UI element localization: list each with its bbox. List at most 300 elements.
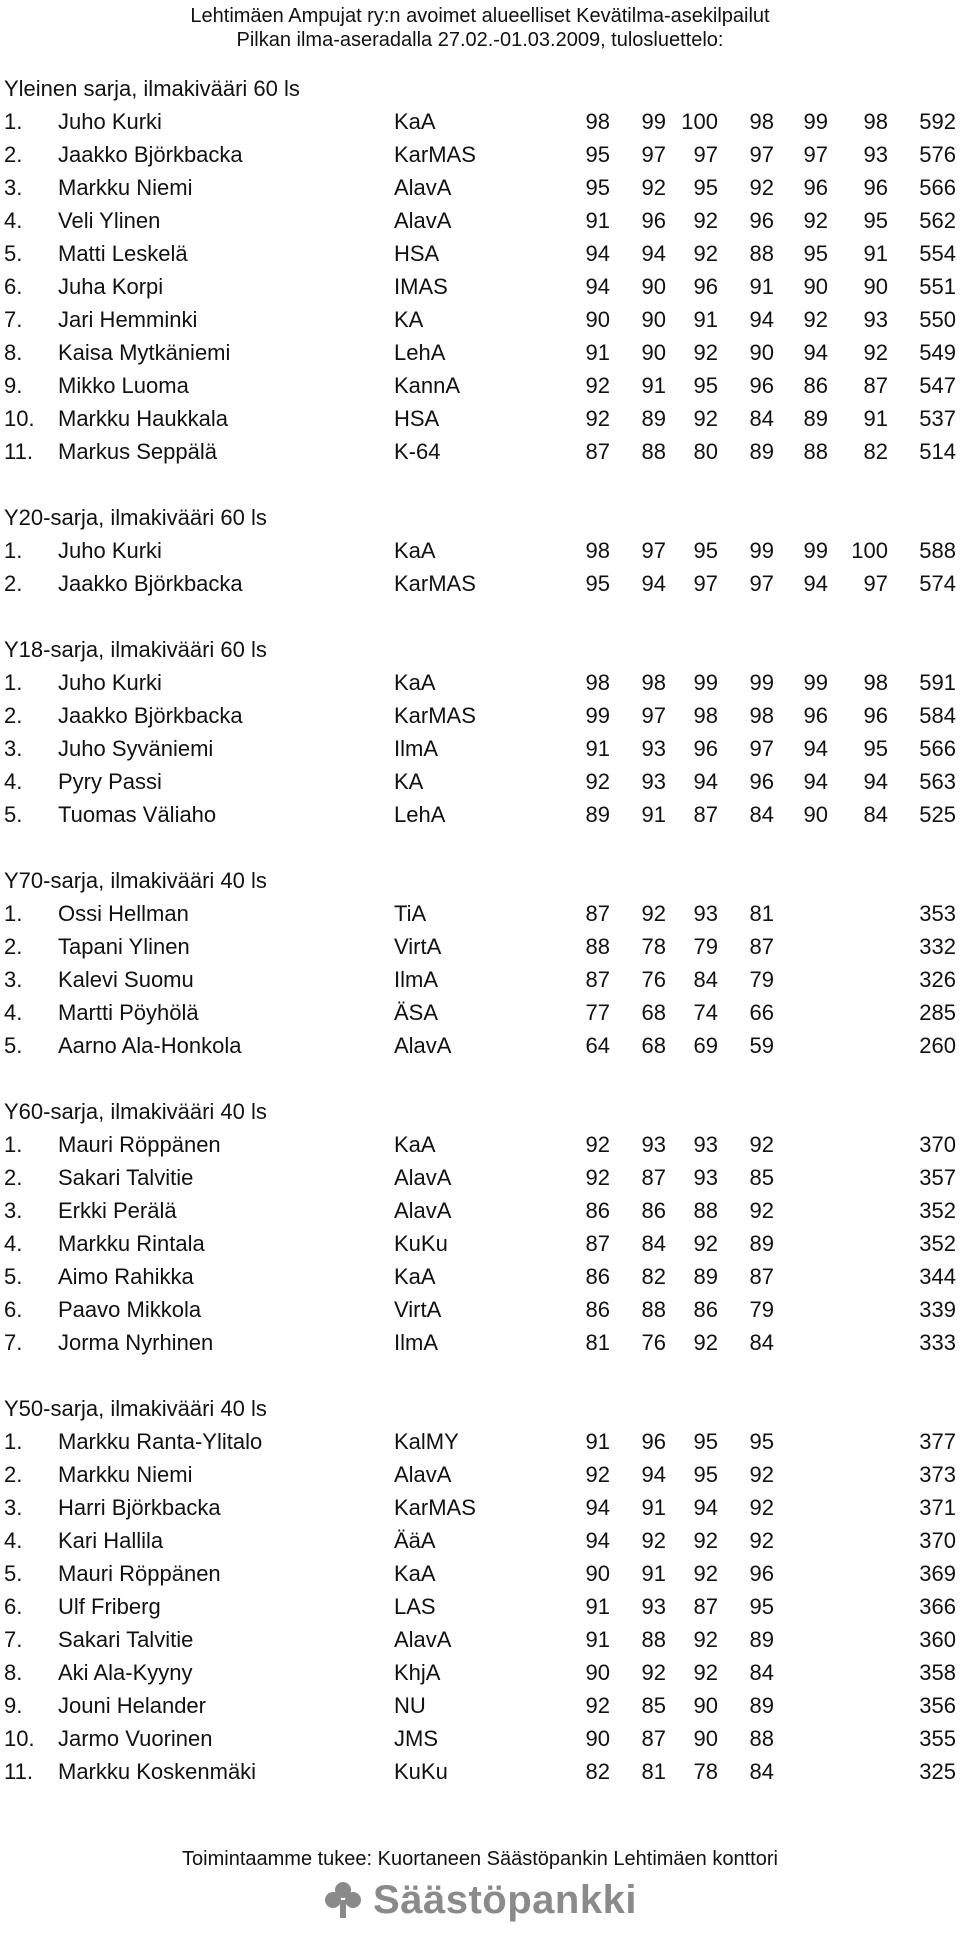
club-cell: ÄSA xyxy=(394,1000,439,1025)
section-title: Y50-sarja, ilmakivääri 40 ls xyxy=(4,1396,267,1421)
series-score: 84 xyxy=(749,802,774,827)
series-score: 91 xyxy=(641,373,666,398)
series-score: 92 xyxy=(693,1330,718,1355)
series-score: 99 xyxy=(803,538,828,563)
series-score: 95 xyxy=(749,1594,774,1619)
rank-cell: 6. xyxy=(4,274,23,299)
series-score: 94 xyxy=(585,1528,610,1553)
shooter-name: Markus Seppälä xyxy=(58,439,217,464)
section-title: Y20-sarja, ilmakivääri 60 ls xyxy=(4,505,267,530)
series-score: 98 xyxy=(749,703,774,728)
club-cell: KA xyxy=(394,769,424,794)
series-score: 68 xyxy=(641,1000,666,1025)
series-score: 94 xyxy=(749,307,774,332)
rank-cell: 6. xyxy=(4,1594,23,1619)
shooter-name: Tuomas Väliaho xyxy=(58,802,217,827)
series-score: 95 xyxy=(863,736,888,761)
series-score: 92 xyxy=(641,901,666,926)
clover-icon xyxy=(323,1880,363,1920)
shooter-name: Ossi Hellman xyxy=(58,901,189,926)
section-title: Y70-sarja, ilmakivääri 40 ls xyxy=(4,868,267,893)
series-score: 91 xyxy=(585,736,610,761)
series-score: 91 xyxy=(641,1561,666,1586)
series-score: 92 xyxy=(693,241,718,266)
series-score: 97 xyxy=(641,142,666,167)
shooter-name: Markku Niemi xyxy=(58,1462,193,1487)
club-cell: LehA xyxy=(394,340,446,365)
series-score: 98 xyxy=(585,109,610,134)
series-score: 99 xyxy=(641,109,666,134)
series-score: 93 xyxy=(693,901,718,926)
club-cell: KaA xyxy=(394,1561,436,1586)
rank-cell: 4. xyxy=(4,1000,23,1025)
series-score: 86 xyxy=(803,373,828,398)
series-score: 92 xyxy=(693,1561,718,1586)
section-title: Y18-sarja, ilmakivääri 60 ls xyxy=(4,637,267,662)
club-cell: TiA xyxy=(394,901,427,926)
total-score: 352 xyxy=(919,1198,956,1223)
series-score: 96 xyxy=(803,175,828,200)
result-row xyxy=(0,171,960,204)
result-row xyxy=(0,1128,960,1161)
result-row xyxy=(0,765,960,798)
shooter-name: Kaisa Mytkäniemi xyxy=(58,340,231,365)
series-score: 90 xyxy=(749,340,774,365)
club-cell: KalMY xyxy=(394,1429,459,1454)
series-score: 92 xyxy=(693,208,718,233)
result-row xyxy=(0,138,960,171)
result-row xyxy=(0,1491,960,1524)
result-row xyxy=(0,1260,960,1293)
series-score: 94 xyxy=(693,769,718,794)
club-cell: KaA xyxy=(394,109,436,134)
series-score: 64 xyxy=(585,1033,610,1058)
total-score: 355 xyxy=(919,1726,956,1751)
series-score: 95 xyxy=(585,142,610,167)
club-cell: KuKu xyxy=(394,1759,448,1784)
shooter-name: Jaakko Björkbacka xyxy=(58,571,243,596)
series-score: 91 xyxy=(641,802,666,827)
club-cell: KarMAS xyxy=(394,1495,476,1520)
shooter-name: Tapani Ylinen xyxy=(58,934,190,959)
section-spacer xyxy=(0,1359,960,1392)
rank-cell: 3. xyxy=(4,736,23,761)
series-score: 89 xyxy=(749,1627,774,1652)
club-cell: VirtA xyxy=(394,1297,442,1322)
total-score: 588 xyxy=(919,538,956,563)
series-score: 98 xyxy=(863,109,888,134)
series-score: 84 xyxy=(641,1231,666,1256)
rank-cell: 1. xyxy=(4,538,23,563)
club-cell: KarMAS xyxy=(394,142,476,167)
series-score: 99 xyxy=(803,670,828,695)
rank-cell: 5. xyxy=(4,241,23,266)
total-score: 353 xyxy=(919,901,956,926)
series-score: 100 xyxy=(681,109,718,134)
series-score: 96 xyxy=(863,703,888,728)
shooter-name: Sakari Talvitie xyxy=(58,1627,194,1652)
series-score: 95 xyxy=(803,241,828,266)
shooter-name: Juho Kurki xyxy=(58,670,162,695)
series-score: 93 xyxy=(641,1132,666,1157)
series-score: 94 xyxy=(641,571,666,596)
series-score: 91 xyxy=(863,241,888,266)
series-score: 98 xyxy=(749,109,774,134)
club-cell: KarMAS xyxy=(394,703,476,728)
section-title: Yleinen sarja, ilmakivääri 60 ls xyxy=(4,76,300,101)
series-score: 91 xyxy=(749,274,774,299)
shooter-name: Aarno Ala-Honkola xyxy=(58,1033,242,1058)
result-row xyxy=(0,402,960,435)
series-score: 88 xyxy=(585,934,610,959)
series-score: 95 xyxy=(863,208,888,233)
rank-cell: 2. xyxy=(4,142,23,167)
header-title: Lehtimäen Ampujat ry:n avoimet alueelliset Kevätilma-asekilpailut xyxy=(190,5,770,27)
series-score: 86 xyxy=(585,1264,610,1289)
series-score: 89 xyxy=(585,802,610,827)
series-score: 74 xyxy=(693,1000,718,1025)
result-row xyxy=(0,1656,960,1689)
result-row xyxy=(0,1227,960,1260)
shooter-name: Harri Björkbacka xyxy=(58,1495,221,1520)
series-score: 94 xyxy=(803,769,828,794)
result-row xyxy=(0,963,960,996)
series-score: 86 xyxy=(585,1198,610,1223)
total-score: 339 xyxy=(919,1297,956,1322)
series-score: 76 xyxy=(641,1330,666,1355)
series-score: 93 xyxy=(641,736,666,761)
series-score: 79 xyxy=(749,967,774,992)
rank-cell: 2. xyxy=(4,1462,23,1487)
series-score: 93 xyxy=(641,769,666,794)
series-score: 97 xyxy=(863,571,888,596)
result-row xyxy=(0,1326,960,1359)
rank-cell: 6. xyxy=(4,1297,23,1322)
series-score: 95 xyxy=(693,1429,718,1454)
series-score: 82 xyxy=(863,439,888,464)
result-row xyxy=(0,732,960,765)
series-score: 92 xyxy=(641,1528,666,1553)
series-score: 85 xyxy=(749,1165,774,1190)
series-score: 86 xyxy=(693,1297,718,1322)
total-score: 576 xyxy=(919,142,956,167)
result-row xyxy=(0,1029,960,1062)
series-score: 95 xyxy=(585,175,610,200)
result-row xyxy=(0,1689,960,1722)
series-score: 79 xyxy=(693,934,718,959)
series-score: 84 xyxy=(749,406,774,431)
series-score: 78 xyxy=(641,934,666,959)
rank-cell: 4. xyxy=(4,1231,23,1256)
total-score: 370 xyxy=(919,1528,956,1553)
series-score: 88 xyxy=(803,439,828,464)
club-cell: AlavA xyxy=(394,1165,452,1190)
total-score: 371 xyxy=(919,1495,956,1520)
shooter-name: Veli Ylinen xyxy=(58,208,161,233)
result-row xyxy=(0,1458,960,1491)
series-score: 92 xyxy=(641,175,666,200)
series-score: 87 xyxy=(641,1165,666,1190)
section-spacer xyxy=(0,831,960,864)
series-score: 92 xyxy=(693,1627,718,1652)
series-score: 90 xyxy=(585,1561,610,1586)
rank-cell: 7. xyxy=(4,1330,23,1355)
series-score: 88 xyxy=(749,241,774,266)
series-score: 80 xyxy=(693,439,718,464)
club-cell: AlavA xyxy=(394,1462,452,1487)
rank-cell: 3. xyxy=(4,175,23,200)
club-cell: AlavA xyxy=(394,1033,452,1058)
series-score: 91 xyxy=(693,307,718,332)
series-score: 91 xyxy=(863,406,888,431)
rank-cell: 4. xyxy=(4,1528,23,1553)
series-score: 94 xyxy=(641,241,666,266)
rank-cell: 9. xyxy=(4,373,23,398)
series-score: 90 xyxy=(863,274,888,299)
series-score: 93 xyxy=(641,1594,666,1619)
club-cell: NU xyxy=(394,1693,426,1718)
series-score: 97 xyxy=(749,142,774,167)
series-score: 96 xyxy=(693,274,718,299)
series-score: 92 xyxy=(863,340,888,365)
rank-cell: 10. xyxy=(4,1726,35,1751)
series-score: 92 xyxy=(749,1462,774,1487)
series-score: 99 xyxy=(585,703,610,728)
series-score: 89 xyxy=(749,1693,774,1718)
result-row xyxy=(0,1194,960,1227)
rank-cell: 11. xyxy=(4,439,33,464)
series-score: 94 xyxy=(803,571,828,596)
result-row xyxy=(0,1755,960,1788)
total-score: 591 xyxy=(919,670,956,695)
series-score: 93 xyxy=(693,1165,718,1190)
series-score: 92 xyxy=(585,1165,610,1190)
total-score: 563 xyxy=(919,769,956,794)
section-spacer xyxy=(0,1062,960,1095)
shooter-name: Erkki Perälä xyxy=(58,1198,177,1223)
series-score: 89 xyxy=(749,439,774,464)
total-score: 550 xyxy=(919,307,956,332)
shooter-name: Markku Niemi xyxy=(58,175,193,200)
club-cell: AlavA xyxy=(394,175,452,200)
result-row xyxy=(0,1425,960,1458)
series-score: 95 xyxy=(749,1429,774,1454)
shooter-name: Mauri Röppänen xyxy=(58,1561,221,1586)
series-score: 90 xyxy=(585,1726,610,1751)
club-cell: ÄäA xyxy=(394,1528,436,1553)
result-row xyxy=(0,996,960,1029)
rank-cell: 4. xyxy=(4,208,23,233)
club-cell: KuKu xyxy=(394,1231,448,1256)
result-row xyxy=(0,1623,960,1656)
rank-cell: 1. xyxy=(4,109,23,134)
result-row xyxy=(0,897,960,930)
shooter-name: Aimo Rahikka xyxy=(58,1264,194,1289)
series-score: 95 xyxy=(693,373,718,398)
result-row xyxy=(0,435,960,468)
result-row xyxy=(0,798,960,831)
series-score: 90 xyxy=(585,307,610,332)
series-score: 78 xyxy=(693,1759,718,1784)
series-score: 92 xyxy=(585,1462,610,1487)
series-score: 93 xyxy=(863,307,888,332)
series-score: 92 xyxy=(749,1528,774,1553)
series-score: 97 xyxy=(693,142,718,167)
series-score: 87 xyxy=(585,1231,610,1256)
series-score: 97 xyxy=(641,538,666,563)
series-score: 87 xyxy=(693,802,718,827)
series-score: 87 xyxy=(641,1726,666,1751)
series-score: 96 xyxy=(749,208,774,233)
series-score: 98 xyxy=(585,538,610,563)
total-score: 566 xyxy=(919,736,956,761)
series-score: 79 xyxy=(749,1297,774,1322)
shooter-name: Jaakko Björkbacka xyxy=(58,142,243,167)
series-score: 90 xyxy=(803,802,828,827)
series-score: 92 xyxy=(749,1198,774,1223)
series-score: 96 xyxy=(749,373,774,398)
page-header xyxy=(0,4,960,52)
total-score: 369 xyxy=(919,1561,956,1586)
shooter-name: Juho Kurki xyxy=(58,538,162,563)
series-score: 94 xyxy=(585,241,610,266)
series-score: 87 xyxy=(863,373,888,398)
rank-cell: 3. xyxy=(4,967,23,992)
series-score: 90 xyxy=(641,340,666,365)
total-score: 584 xyxy=(919,703,956,728)
club-cell: IlmA xyxy=(394,967,438,992)
rank-cell: 2. xyxy=(4,703,23,728)
shooter-name: Mauri Röppänen xyxy=(58,1132,221,1157)
series-score: 87 xyxy=(749,934,774,959)
series-score: 94 xyxy=(863,769,888,794)
shooter-name: Markku Ranta-Ylitalo xyxy=(58,1429,263,1454)
club-cell: KaA xyxy=(394,1132,436,1157)
series-score: 97 xyxy=(641,703,666,728)
series-score: 94 xyxy=(585,1495,610,1520)
club-cell: LAS xyxy=(394,1594,436,1619)
series-score: 68 xyxy=(641,1033,666,1058)
result-row xyxy=(0,1557,960,1590)
shooter-name: Aki Ala-Kyyny xyxy=(58,1660,193,1685)
series-score: 90 xyxy=(693,1693,718,1718)
series-score: 91 xyxy=(585,1429,610,1454)
series-score: 89 xyxy=(641,406,666,431)
total-score: 332 xyxy=(919,934,956,959)
club-cell: HSA xyxy=(394,241,440,266)
club-cell: IMAS xyxy=(394,274,448,299)
series-score: 100 xyxy=(851,538,888,563)
total-score: 370 xyxy=(919,1132,956,1157)
series-score: 89 xyxy=(749,1231,774,1256)
series-score: 91 xyxy=(641,1495,666,1520)
rank-cell: 10. xyxy=(4,406,35,431)
total-score: 373 xyxy=(919,1462,956,1487)
series-score: 84 xyxy=(749,1759,774,1784)
header-subtitle: Pilkan ilma-aseradalla 27.02.-01.03.2009, tulosluettelo: xyxy=(236,29,724,51)
shooter-name: Kalevi Suomu xyxy=(58,967,194,992)
series-score: 88 xyxy=(641,1297,666,1322)
series-score: 88 xyxy=(641,1627,666,1652)
series-score: 92 xyxy=(749,175,774,200)
rank-cell: 8. xyxy=(4,340,23,365)
series-score: 87 xyxy=(585,967,610,992)
series-score: 90 xyxy=(585,1660,610,1685)
series-score: 92 xyxy=(693,340,718,365)
series-score: 92 xyxy=(585,1132,610,1157)
total-score: 547 xyxy=(919,373,956,398)
series-score: 92 xyxy=(641,1660,666,1685)
series-score: 96 xyxy=(803,703,828,728)
series-score: 89 xyxy=(803,406,828,431)
total-score: 551 xyxy=(919,274,956,299)
result-row xyxy=(0,303,960,336)
result-row xyxy=(0,1293,960,1326)
club-cell: IlmA xyxy=(394,1330,438,1355)
series-score: 94 xyxy=(641,1462,666,1487)
club-cell: K-64 xyxy=(394,439,441,464)
result-row xyxy=(0,699,960,732)
series-score: 97 xyxy=(749,736,774,761)
club-cell: KhjA xyxy=(394,1660,441,1685)
club-cell: VirtA xyxy=(394,934,442,959)
total-score: 344 xyxy=(919,1264,956,1289)
series-score: 87 xyxy=(749,1264,774,1289)
series-score: 66 xyxy=(749,1000,774,1025)
series-score: 84 xyxy=(693,967,718,992)
total-score: 325 xyxy=(919,1759,956,1784)
rank-cell: 5. xyxy=(4,1561,23,1586)
series-score: 98 xyxy=(585,670,610,695)
series-score: 97 xyxy=(803,142,828,167)
series-score: 92 xyxy=(803,307,828,332)
shooter-name: Mikko Luoma xyxy=(58,373,189,398)
rank-cell: 4. xyxy=(4,769,23,794)
club-cell: KaA xyxy=(394,670,436,695)
series-score: 91 xyxy=(585,1627,610,1652)
series-score: 76 xyxy=(641,967,666,992)
rank-cell: 3. xyxy=(4,1495,23,1520)
total-score: 356 xyxy=(919,1693,956,1718)
series-score: 99 xyxy=(693,670,718,695)
rank-cell: 1. xyxy=(4,670,23,695)
series-score: 96 xyxy=(693,736,718,761)
shooter-name: Markku Haukkala xyxy=(58,406,228,431)
result-row xyxy=(0,1590,960,1623)
series-score: 92 xyxy=(585,769,610,794)
total-score: 525 xyxy=(919,802,956,827)
series-score: 88 xyxy=(693,1198,718,1223)
club-cell: KannA xyxy=(394,373,461,398)
series-score: 97 xyxy=(749,571,774,596)
total-score: 285 xyxy=(919,1000,956,1025)
series-score: 92 xyxy=(693,1231,718,1256)
series-score: 95 xyxy=(693,175,718,200)
series-score: 90 xyxy=(641,274,666,299)
total-score: 592 xyxy=(919,109,956,134)
series-score: 98 xyxy=(693,703,718,728)
club-cell: KaA xyxy=(394,1264,436,1289)
series-score: 87 xyxy=(585,439,610,464)
rank-cell: 5. xyxy=(4,802,23,827)
shooter-name: Juha Korpi xyxy=(58,274,164,299)
series-score: 92 xyxy=(693,1660,718,1685)
series-score: 92 xyxy=(585,406,610,431)
rank-cell: 1. xyxy=(4,1429,23,1454)
shooter-name: Juho Kurki xyxy=(58,109,162,134)
series-score: 69 xyxy=(693,1033,718,1058)
sponsor-logo xyxy=(0,1878,960,1922)
